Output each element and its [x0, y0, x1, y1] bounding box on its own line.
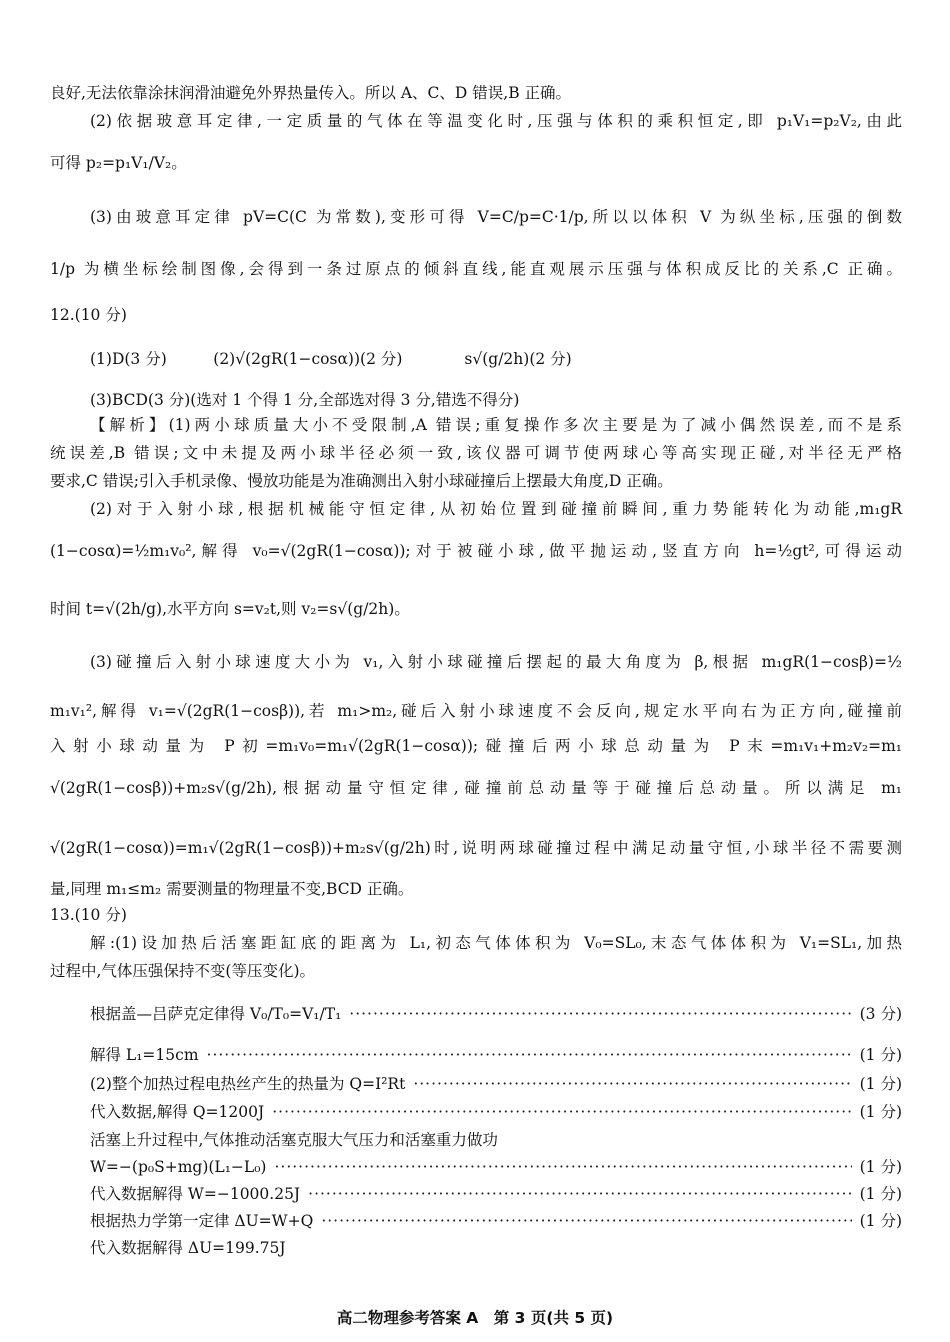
text-line: 过程中,气体压强保持不变(等压变化)。	[50, 962, 316, 980]
scored-line	[90, 1156, 902, 1178]
text-line: m₁v₁²,解得 v₁=√(2gR(1−cosβ)),若 m₁>m₂,碰后入射小球速度不会反向,规定水平向右为正方向,碰撞前	[50, 702, 902, 720]
score-badge: (1 分)	[859, 1103, 902, 1121]
text-line: (3)碰撞后入射小球速度大小为 v₁,入射小球碰撞后摆起的最大角度为 β,根据 m₁gR(1−cosβ)=½	[90, 653, 902, 671]
text-line: (1)D(3 分) (2)√(2gR(1−cosα))(2 分) s√(g/2h)(2 分)	[90, 350, 572, 368]
scored-line	[90, 1003, 902, 1025]
text-line: (1−cosα)=½m₁v₀²,解得 v₀=√(2gR(1−cosα));对于被碰小球,做平抛运动,竖直方向 h=½gt²,可得运动	[50, 542, 902, 560]
text-line: 量,同理 m₁≤m₂ 需要测量的物理量不变,BCD 正确。	[50, 880, 414, 898]
text-line: 1/p 为横坐标绘制图像,会得到一条过原点的倾斜直线,能直观展示压强与体积成反比的关系,C 正确。	[50, 260, 902, 278]
text-line: (3)BCD(3 分)(选对 1 个得 1 分,全部选对得 3 分,错选不得分)	[90, 391, 520, 409]
page-footer: 高二物理参考答案 A 第 3 页(共 5 页)	[336, 1309, 614, 1327]
scored-line	[90, 1044, 902, 1066]
score-badge: (1 分)	[859, 1046, 902, 1064]
score-badge: (1 分)	[859, 1158, 902, 1176]
score-badge: (3 分)	[859, 1005, 902, 1023]
dot-leader	[207, 1044, 852, 1066]
scored-line-text: 根据盖—吕萨克定律得 V₀/T₀=V₁/T₁	[90, 1005, 342, 1023]
text-line: 入射小球动量为 P初=m₁v₀=m₁√(2gR(1−cosα));碰撞后两小球总动量为 P末=m₁v₁+m₂v₂=m₁	[50, 737, 902, 755]
score-badge: (1 分)	[859, 1075, 902, 1093]
score-badge: (1 分)	[859, 1212, 902, 1230]
scored-line-text: 根据热力学第一定律 ΔU=W+Q	[90, 1212, 314, 1230]
scored-line-text: 代入数据,解得 Q=1200J	[90, 1103, 265, 1121]
text-line: (2)对于入射小球,根据机械能守恒定律,从初始位置到碰撞前瞬间,重力势能转化为动能,m₁gR	[90, 500, 902, 518]
text-line: (3)由玻意耳定律 pV=C(C 为常数),变形可得 V=C/p=C·1/p,所以以体积 V 为纵坐标,压强的倒数	[90, 208, 902, 226]
dot-leader	[321, 1210, 851, 1232]
dot-leader	[274, 1156, 851, 1178]
text-line: √(2gR(1−cosβ))+m₂s√(g/2h),根据动量守恒定律,碰撞前总动量等于碰撞后总动量。所以满足 m₁	[50, 779, 902, 797]
scored-line	[90, 1210, 902, 1232]
scored-line	[90, 1101, 902, 1123]
text-line: 时间 t=√(2h/g),水平方向 s=v₂t,则 v₂=s√(g/2h)。	[50, 600, 410, 618]
text-line: 统误差,B 错误;文中未提及两小球半径必须一致,该仪器可调节使两球心等高实现正碰,对半径无严格	[50, 444, 902, 462]
section-heading: 13.(10 分)	[50, 906, 127, 924]
scored-line-text: (2)整个加热过程电热丝产生的热量为 Q=I²Rt	[90, 1075, 406, 1093]
text-line: 活塞上升过程中,气体推动活塞克服大气压力和活塞重力做功	[90, 1131, 498, 1149]
text-line: 要求,C 错误;引入手机录像、慢放功能是为准确测出入射小球碰撞后上摆最大角度,D 正确。	[50, 472, 673, 490]
text-line: 可得 p₂=p₁V₁/V₂。	[50, 154, 187, 172]
text-line: 解:(1)设加热后活塞距缸底的距离为 L₁,初态气体体积为 V₀=SL₀,末态气体体积为 V₁=SL₁,加热	[90, 934, 902, 952]
scored-line	[90, 1073, 902, 1095]
text-line: 代入数据解得 ΔU=199.75J	[90, 1239, 286, 1257]
scored-line-text: 代入数据解得 W=−1000.25J	[90, 1185, 301, 1203]
score-badge: (1 分)	[859, 1185, 902, 1203]
scored-line	[90, 1183, 902, 1205]
dot-leader	[413, 1073, 851, 1095]
scored-line-text: W=−(p₀S+mg)(L₁−L₀)	[90, 1158, 267, 1176]
dot-leader	[272, 1101, 851, 1123]
dot-leader	[308, 1183, 851, 1205]
scored-line-text: 解得 L₁=15cm	[90, 1046, 199, 1064]
text-line: 良好,无法依靠涂抹润滑油避免外界热量传入。所以 A、C、D 错误,B 正确。	[50, 84, 572, 102]
text-line: (2)依据玻意耳定律,一定质量的气体在等温变化时,压强与体积的乘积恒定,即 p₁V₁=p₂V₂,由此	[90, 112, 902, 130]
section-heading: 12.(10 分)	[50, 306, 127, 324]
text-line: 【解析】(1)两小球质量大小不受限制,A 错误;重复操作多次主要是为了减小偶然误差,而不是系	[90, 416, 902, 434]
text-line: √(2gR(1−cosα))=m₁√(2gR(1−cosβ))+m₂s√(g/2h)时,说明两球碰撞过程中满足动量守恒,小球半径不需要测	[50, 839, 902, 857]
dot-leader	[349, 1003, 851, 1025]
